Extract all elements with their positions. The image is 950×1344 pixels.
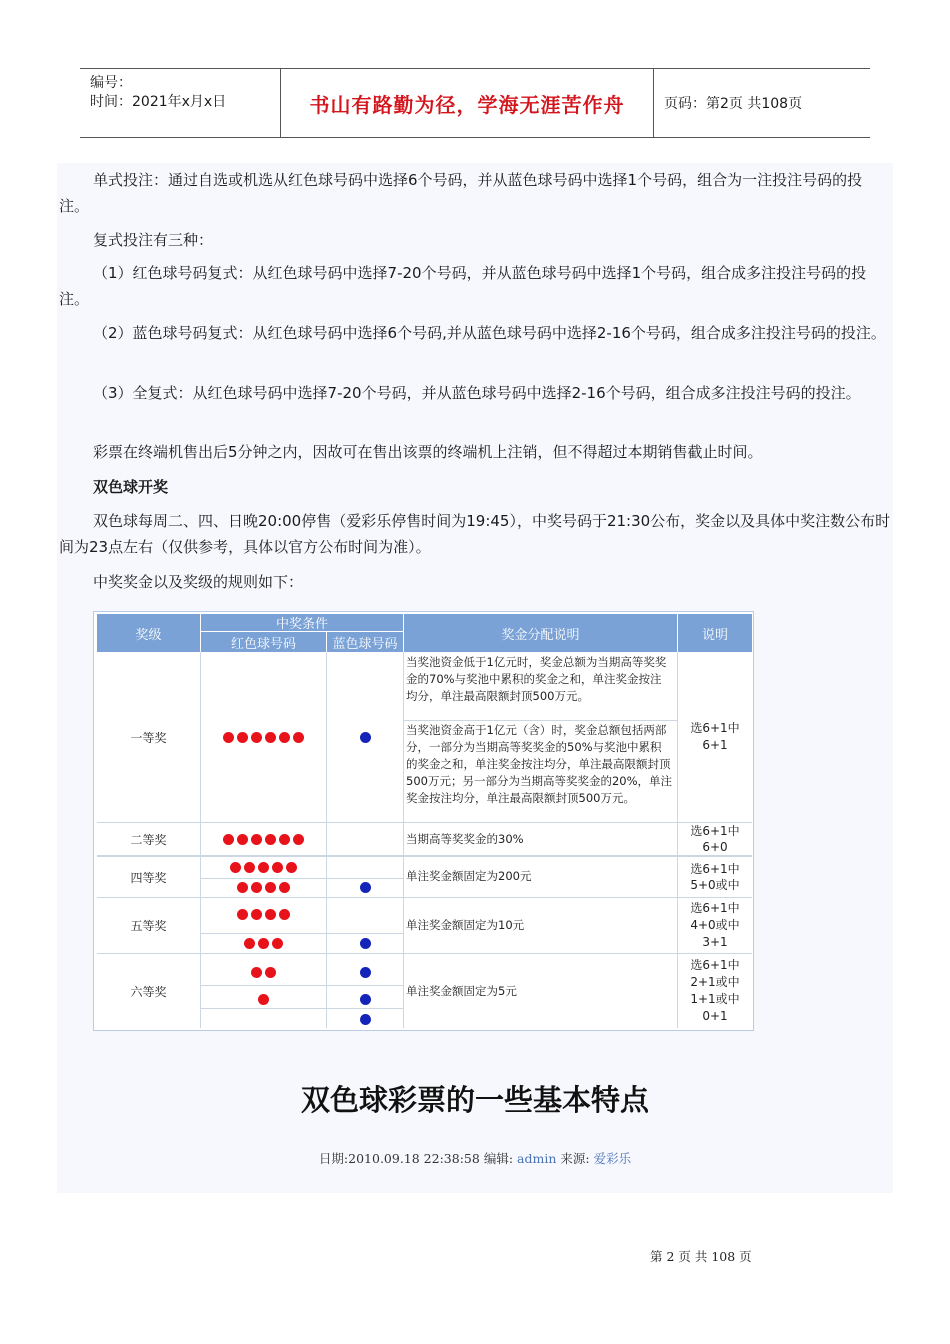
grid-line bbox=[677, 652, 678, 1028]
blue-balls-1 bbox=[327, 880, 403, 894]
red-balls-3 bbox=[201, 936, 326, 950]
grid-line bbox=[200, 985, 403, 986]
blue-balls-1 bbox=[327, 992, 403, 1006]
header-condition: 中奖条件 bbox=[201, 614, 403, 631]
red-balls-4 bbox=[201, 907, 326, 921]
header-page-cell bbox=[654, 69, 870, 137]
time-label: 时间：2021年x月x日 bbox=[90, 94, 227, 110]
blue-balls-1 bbox=[327, 965, 403, 979]
red-ball-icon bbox=[286, 862, 297, 873]
motto: 书山有路勤为径，学海无涯苦作舟 bbox=[309, 92, 625, 117]
blue-balls-1 bbox=[327, 652, 403, 822]
paragraph-compound-intro: 复式投注有三种： bbox=[93, 231, 214, 249]
red-ball-icon bbox=[272, 938, 283, 949]
editor-label: 编辑: bbox=[483, 1151, 514, 1166]
red-ball-icon bbox=[258, 862, 269, 873]
red-ball-icon bbox=[279, 909, 290, 920]
page-footer: 第 2 页 共 108 页 bbox=[650, 1249, 752, 1264]
paragraph-single-bet: 单式投注：通过自选或机选从红色球号码中选择6个号码，并从蓝色球号码中选择1个号码，组合为一注投注号码的投注。 bbox=[59, 171, 863, 215]
red-ball-icon bbox=[279, 834, 290, 845]
red-ball-icon bbox=[265, 882, 276, 893]
level-sixth: 六等奖 bbox=[130, 984, 167, 999]
red-ball-icon bbox=[251, 732, 262, 743]
note-sixth: 选6+1中2+1或中1+1或中0+1 bbox=[690, 958, 740, 1023]
fifth-desc: 单注奖金额固定为10元 bbox=[406, 918, 525, 932]
level-second: 二等奖 bbox=[130, 832, 167, 847]
paragraph-cancel: 彩票在终端机售出后5分钟之内，因故可在售出该票的终端机上注销，但不得超过本期销售截止时间。 bbox=[93, 443, 763, 461]
source-link[interactable]: 爱彩乐 bbox=[593, 1151, 632, 1166]
blue-balls-1 bbox=[327, 1012, 403, 1026]
header-red: 红色球号码 bbox=[201, 632, 326, 652]
page-header bbox=[80, 68, 870, 138]
header-meta-cell bbox=[80, 69, 281, 137]
red-ball-icon bbox=[230, 862, 241, 873]
red-ball-icon bbox=[244, 938, 255, 949]
red-ball-icon bbox=[293, 732, 304, 743]
red-ball-icon bbox=[279, 882, 290, 893]
note-first: 选6+1中6+1 bbox=[690, 721, 740, 752]
red-ball-icon bbox=[265, 909, 276, 920]
red-ball-icon bbox=[237, 732, 248, 743]
red-ball-icon bbox=[223, 732, 234, 743]
first-desc-b: 当奖池资金高于1亿元（含）时，奖金总额包括两部分，一部分为当期高等奖奖金的50%与奖池中累积的奖金之和，单注奖金按注均分，单注最高限额封顶500万元；另一部分为当期高等奖奖金的20%，单注奖金按注均分，单注最高限额封顶500万元。 bbox=[406, 723, 673, 805]
blue-ball-icon bbox=[360, 994, 371, 1005]
paragraph-compound-full: （3）全复式：从红色球号码中选择7-20个号码，并从蓝色球号码中选择2-16个号码，组合成多注投注号码的投注。 bbox=[93, 384, 861, 402]
first-desc-a: 当奖池资金低于1亿元时，奖金总额为当期高等奖奖金的70%与奖池中累积的奖金之和，单注奖金按注均分，单注最高限额封顶500万元。 bbox=[406, 655, 667, 703]
blue-ball-icon bbox=[360, 732, 371, 743]
red-balls-2 bbox=[201, 965, 326, 979]
paragraph-rules-intro: 中奖奖金以及奖级的规则如下： bbox=[93, 573, 304, 591]
red-ball-icon bbox=[258, 938, 269, 949]
second-desc: 当期高等奖奖金的30% bbox=[406, 832, 524, 846]
blue-ball-icon bbox=[360, 882, 371, 893]
paragraph-compound-blue: （2）蓝色球号码复式：从红色球号码中选择6个号码,并从蓝色球号码中选择2-16个号码，组合成多注投注号码的投注。 bbox=[93, 324, 886, 342]
red-ball-icon bbox=[251, 882, 262, 893]
note-fifth: 选6+1中4+0或中3+1 bbox=[690, 901, 740, 949]
red-balls-6 bbox=[201, 823, 326, 855]
header-distribution: 奖金分配说明 bbox=[404, 614, 677, 652]
blue-ball-icon bbox=[360, 967, 371, 978]
red-ball-icon bbox=[265, 834, 276, 845]
red-ball-icon bbox=[265, 967, 276, 978]
red-ball-icon bbox=[237, 909, 248, 920]
red-ball-icon bbox=[223, 834, 234, 845]
red-balls-5 bbox=[201, 860, 326, 874]
number-label: 编号： bbox=[90, 75, 132, 91]
source-label: 来源: bbox=[560, 1151, 590, 1166]
red-balls-1 bbox=[201, 992, 326, 1006]
blue-ball-icon bbox=[360, 938, 371, 949]
article-meta bbox=[57, 1149, 893, 1167]
red-ball-icon bbox=[279, 732, 290, 743]
grid-line bbox=[403, 652, 404, 1028]
note-second: 选6+1中6+0 bbox=[690, 824, 740, 854]
red-ball-icon bbox=[237, 834, 248, 845]
page-label: 页码：第2页 共108页 bbox=[664, 96, 803, 112]
red-ball-icon bbox=[251, 909, 262, 920]
red-ball-icon bbox=[265, 732, 276, 743]
red-ball-icon bbox=[258, 994, 269, 1005]
grid-line bbox=[200, 1008, 403, 1009]
editor-link[interactable]: admin bbox=[517, 1151, 557, 1166]
red-ball-icon bbox=[293, 834, 304, 845]
blue-balls-1 bbox=[327, 936, 403, 950]
level-fifth: 五等奖 bbox=[130, 919, 167, 933]
paragraph-draw-time: 双色球每周二、四、日晚20:00停售（爱彩乐停售时间为19:45），中奖号码于21:30公布，奖金以及具体中奖注数公布时间为23点左右（仅供参考，具体以官方公布时间为准）。 bbox=[59, 512, 891, 556]
red-ball-icon bbox=[251, 967, 262, 978]
prize-table bbox=[93, 611, 754, 1031]
level-fourth: 四等奖 bbox=[130, 870, 167, 885]
red-ball-icon bbox=[237, 882, 248, 893]
red-ball-icon bbox=[272, 862, 283, 873]
red-ball-icon bbox=[244, 862, 255, 873]
article-date: 日期:2010.09.18 22:38:58 bbox=[318, 1151, 480, 1166]
section-heading: 双色球开奖 bbox=[93, 478, 169, 496]
level-first: 一等奖 bbox=[130, 730, 167, 745]
header-blue: 蓝色球号码 bbox=[327, 632, 403, 652]
header-level: 奖级 bbox=[97, 614, 200, 652]
red-ball-icon bbox=[251, 834, 262, 845]
red-balls-4 bbox=[201, 880, 326, 894]
fourth-desc: 单注奖金额固定为200元 bbox=[406, 869, 532, 883]
sixth-desc: 单注奖金额固定为5元 bbox=[406, 984, 517, 998]
blue-ball-icon bbox=[360, 1014, 371, 1025]
paragraph-compound-red: （1）红色球号码复式：从红色球号码中选择7-20个号码，并从蓝色球号码中选择1个号码，组合成多注投注号码的投注。 bbox=[59, 264, 867, 308]
grid-line bbox=[200, 878, 403, 879]
header-motto-cell bbox=[281, 69, 654, 137]
grid-line bbox=[200, 933, 403, 934]
red-balls-6 bbox=[201, 652, 326, 822]
note-fourth: 选6+1中5+0或中 bbox=[690, 862, 740, 892]
header-note: 说明 bbox=[678, 614, 752, 652]
article-title: 双色球彩票的一些基本特点 bbox=[300, 1083, 649, 1117]
grid-line bbox=[404, 720, 677, 721]
